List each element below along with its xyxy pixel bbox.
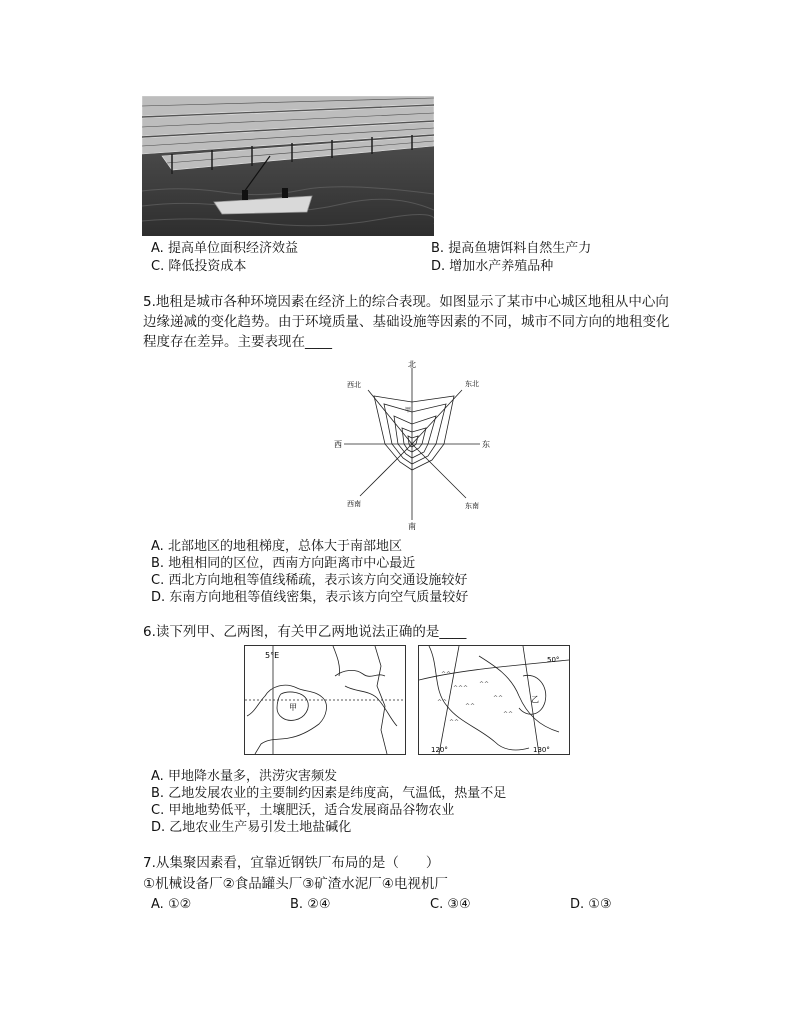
- river-jia-2: [333, 646, 340, 676]
- border-yi: [479, 656, 559, 732]
- q4-option-b: [431, 240, 591, 258]
- southwest-label: 西南: [347, 500, 361, 508]
- option-text: 西北方向地租等值线稀疏，表示该方向交通设施较好: [168, 573, 468, 588]
- svg-text:^^: ^^: [465, 703, 476, 710]
- option-text: ①③: [588, 897, 612, 912]
- river-yi: [429, 646, 529, 750]
- q5-stem-line-3: 程度存在差异。主要表现在____: [143, 334, 332, 350]
- option-label: D.: [570, 897, 585, 912]
- map-yi-region-label: 乙: [531, 695, 539, 704]
- q5-option-d: [151, 589, 468, 607]
- west-label: 西: [334, 440, 342, 449]
- option-label: C.: [430, 897, 444, 912]
- q4-option-c: [151, 258, 246, 276]
- northeast-label: 东北: [465, 380, 479, 388]
- option-label: D.: [431, 259, 446, 274]
- option-text: 增加水产养殖品种: [449, 259, 554, 274]
- svg-text:^^: ^^: [441, 671, 452, 678]
- option-label: B.: [290, 897, 304, 912]
- land-rent-svg: [330, 358, 496, 530]
- option-label: A.: [151, 769, 164, 784]
- east-label: 东: [482, 440, 490, 449]
- q7-option-c: [430, 896, 471, 914]
- option-text: 降低投资成本: [168, 259, 247, 274]
- north-label: 北: [408, 360, 416, 369]
- q5-stem-line-1: 5.地租是城市各种环境因素在经济上的综合表现。如图显示了某市中心城区地租从中心向: [143, 294, 669, 310]
- map-yi: [418, 645, 570, 755]
- q4-option-a: [151, 240, 298, 258]
- q5-option-a: [151, 538, 402, 556]
- option-text: 甲地地势低平，土壤肥沃，适合发展商品谷物农业: [168, 803, 455, 818]
- option-label: B.: [431, 241, 445, 256]
- option-text: 北部地区的地租梯度，总体大于南部地区: [167, 539, 402, 554]
- center-label: 甲: [404, 407, 412, 414]
- option-text: 东南方向地租等值线密集，表示该方向空气质量较好: [169, 590, 469, 605]
- option-label: C.: [151, 573, 165, 588]
- q7-option-d: [570, 896, 612, 914]
- option-text: 提高单位面积经济效益: [167, 241, 298, 256]
- svg-text:^^: ^^: [437, 699, 448, 706]
- option-label: A.: [151, 897, 164, 912]
- border-jia-1: [345, 686, 397, 726]
- option-label: A.: [151, 241, 164, 256]
- q6-option-c: [151, 802, 454, 820]
- q6-option-a: [151, 768, 337, 786]
- map-yi-lon2-label: 130°: [533, 746, 550, 754]
- option-text: 地租相同的区位，西南方向距离市中心最近: [168, 556, 416, 571]
- map-jia-svg: [245, 646, 405, 754]
- q7-option-b: [290, 896, 331, 914]
- option-text: ③④: [447, 897, 471, 912]
- isoline-2: [384, 404, 446, 464]
- q6-option-d: [151, 819, 351, 837]
- q6-option-b: [151, 785, 506, 803]
- option-text: 提高鱼塘饵料自然生产力: [448, 241, 592, 256]
- q4-option-d: [431, 258, 553, 276]
- q5-option-b: [151, 555, 415, 573]
- svg-text:^^: ^^: [479, 681, 490, 688]
- q5-stem-line-2: 边缘递减的变化趋势。由于环境质量、基础设施等因素的不同，城市不同方向的地租变化: [143, 314, 670, 330]
- map-jia: [244, 645, 406, 755]
- map-yi-lat-label: 50°: [547, 656, 560, 664]
- svg-text:^^^: ^^^: [453, 685, 469, 692]
- svg-text:^^: ^^: [493, 695, 504, 702]
- south-label: 南: [408, 522, 416, 530]
- map-jia-region-label: 甲: [289, 703, 297, 712]
- svg-text:^^: ^^: [449, 719, 460, 726]
- option-label: D.: [151, 590, 166, 605]
- option-label: B.: [151, 786, 165, 801]
- option-label: A.: [151, 539, 164, 554]
- option-label: B.: [151, 556, 165, 571]
- isoline-4: [402, 428, 426, 452]
- option-label: C.: [151, 803, 165, 818]
- q6-stem: 6.读下列甲、乙两图，有关甲乙两地说法正确的是____: [143, 624, 467, 640]
- river-jia: [335, 670, 385, 676]
- option-text: 乙地农业生产易引发土地盐碱化: [169, 820, 352, 835]
- option-label: C.: [151, 259, 165, 274]
- q5-option-c: [151, 572, 467, 590]
- option-label: D.: [151, 820, 166, 835]
- map-yi-svg: [419, 646, 569, 754]
- fish-pond-solar-photo: [142, 96, 434, 236]
- mountain-symbols: [437, 671, 513, 726]
- svg-text:^^: ^^: [503, 711, 514, 718]
- southeast-axis: [412, 444, 466, 498]
- land-rent-diagram: [330, 358, 496, 530]
- map-jia-lon-label: 5°E: [265, 651, 280, 660]
- northwest-label: 西北: [347, 381, 361, 389]
- option-text: 甲地降水量多，洪涝灾害频发: [167, 769, 337, 784]
- southeast-label: 东南: [465, 502, 479, 510]
- photo-drawing: [142, 96, 434, 236]
- option-text: ②④: [307, 897, 331, 912]
- q7-items: ①机械设备厂②食品罐头厂③矿渣水泥厂④电视机厂: [143, 876, 448, 892]
- q7-option-a: [151, 896, 191, 914]
- q7-stem: 7.从集聚因素看，宜靠近钢铁厂布局的是（ ）: [143, 855, 440, 871]
- map-yi-lon1-label: 120°: [431, 746, 448, 754]
- option-text: 乙地发展农业的主要制约因素是纬度高，气温低，热量不足: [168, 786, 507, 801]
- isoline-outer: [374, 396, 454, 470]
- option-text: ①②: [167, 897, 192, 912]
